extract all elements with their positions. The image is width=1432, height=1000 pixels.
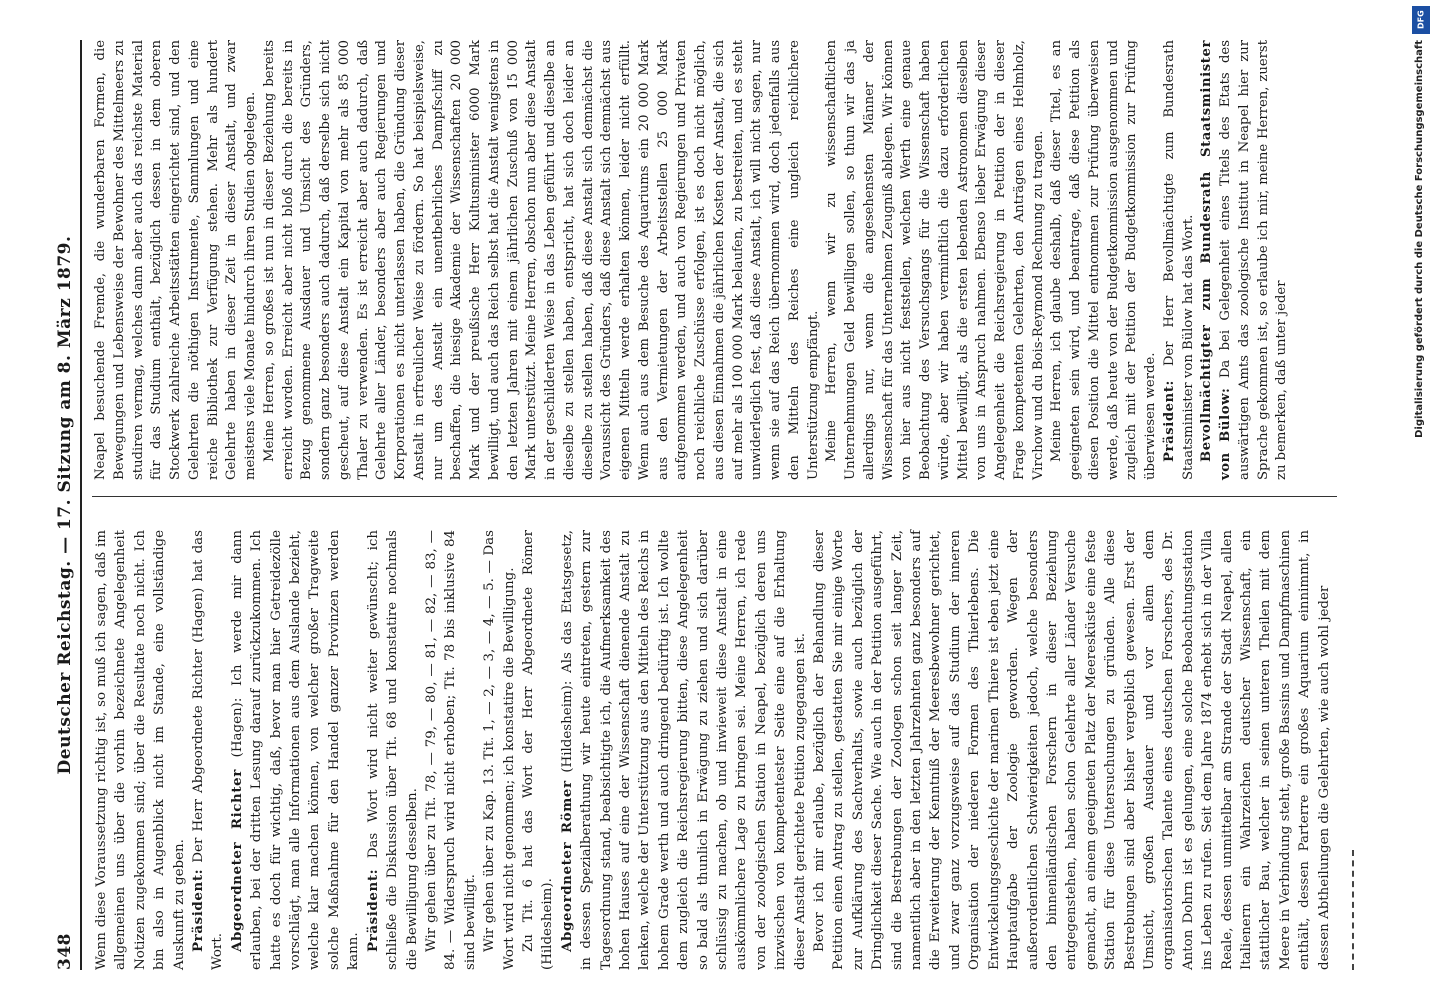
- paragraph: Neapel besuchende Fremde, die wunderbaren Formen, die Bewegungen und Lebensweise der Bewohner des Mittelmeers zu studiren vermag, welches dann aber auch das reichste Material für das Studium enthält, bezüglich dessen in dem oberen Stockwerk zahlreiche Arbeitsstätten eingerichtet sind, und den Gelehrten die nöthigen Instrumente, Sammlungen und eine reiche Bibliothek zur Verfügung stehen. Mehr als hundert Gelehrte haben in dieser Zeit in dieser Anstalt, und zwar meistens viele Monate hindurch ihren Studien obgelegen.: [93, 40, 258, 480]
- paragraph: Meine Herren, wenn wir zu wissenschaftlichen Unternehmungen Geld bewilligen sollen, so thun wir das ja allerdings nur, wenn die angesehensten Männer der Wissenschaft für das Unternehmen Zeugniß ablegen. Wir können von hier aus nicht feststellen, welchen Werth eine genaue Beobachtung des Versuchsgangs für die Wissenschaft haben würde, aber wir haben verminftlich die dazu erforderlichen Mittel bewilligt, als die ersten lebenden Astronomen dieselben von uns in Anspruch nahmen. Ebenso lieber Erwägung dieser Angelegenheit die Reichsregierung in Petition der in dieser Frage kompetenten Gelehrten, den Anträgen eines Helmholz, Virchow und du Bois-Reymond Rechnung zu tragen.: [824, 40, 1046, 480]
- page-title: Deutscher Reichstag. — 17. Sitzung am 8. März 1879.: [55, 235, 75, 775]
- paragraph: Meine Herren, ich glaube deshalb, daß dieser Titel, es an geeigneten sein wird, und beantrage, daß diese Petition als diesen Position die Mittel entnommen zur Prüfung überweisen werde, daß heute von der Budgetkommission ausgenommen und zugleich mit der Petition der Budgetkommission zur Prüfung überwiesen werde.: [1049, 40, 1158, 480]
- paragraph: Meine Herren, so großes ist nun in dieser Beziehung bereits erreicht worden. Erreicht aber nicht bloß durch die bereits in Bezug genommene Ausdauer und Umsicht des Gründers, sondern ganz besonders auch dadurch, daß derselbe sich nicht gescheut, auf diese Anstalt ein Kapital von mehr als 85 000 Thaler zu verwenden. Es ist erreicht aber auch dadurch, daß Gelehrte aller Länder, besonders aber auch Regierungen und Korporationen es nicht unterlassen haben, die Gründung dieser Anstalt in erfreulicher Weise zu fördern. So hat beispielsweise, nur um des Anstalt ein unentbehrliches Dampfschiff zu beschaffen, die hiesige Akademie der Wissenschaften 20 000 Mark und der preußische Herr Kultusminister 6000 Mark bewilligt, und auch das Reich selbst hat die Anstalt wenigstens in den letzten Jahren mit einem jährlichen Zuschuß von 15 000 Mark unterstützt. Meine Herren, obschon nun aber diese Anstalt in der geschilderten Weise in das Leben geführt und dieselbe an dieselbe zu stellen haben, entspricht, hat sich doch leider an dieselbe zu stellen haben, daß diese Anstalt sich demnächst die Voraussicht des Gründers, daß diese Anstalt sich demnächst aus eigenen Mitteln werde erhalten können, leider nicht erfüllt. Wenn auch aus dem Besuche des Aquariums ein 20 000 Mark aus den Vermietungen der Arbeitsstellen 25 000 Mark aufgenommen werden, und auch von Regierungen und Privaten noch reichliche Zuschüsse erfolgen, ist es doch nicht möglich, aus diesen Einnahmen die jährlichen Kosten der Anstalt, die sich auf mehr als 100 000 Mark belaufen, zu bestreiten, und es steht unwiderleglich fest, daß diese Anstalt, ich will nicht sagen, nur wenn sie auf das Reich übernommen wird, doch jedenfalls aus den Mitteln des Reiches eine ungleich reichlichere Unterstützung empfängt.: [261, 40, 821, 480]
- speech-text: (Hildesheim): Als das Etatsgesetz, in dessen Spezialberathung wir heute eintreten, gestern zur Tagesordnung stand, beabsichtigte ich, die Aufmerksamkeit des hohen Hauses auf eine der Wissenschaft dienende Anstalt zu lenken, welche der Unterstützung aus den Mitteln des Reichs in hohem Grade werth und auch dringend bedürftig ist. Ich wollte dem zugleich die Reichsregierung bitten, diese Angelegenheit so bald als thunlich in Erwägung zu ziehen und sich darüber schlüssig zu machen, ob und inwieweit diese Anstalt in eine auskömmlichere Lage zu bringen sei. Meine Herren, ich rede von der zoologischen Station in Neapel, bezüglich deren uns inzwischen von kompetentester Seite eine auf die Erhaltung dieser Anstalt gerichtete Petition zugegangen ist.: [559, 529, 808, 970]
- page-number: 348: [55, 933, 75, 970]
- paragraph: Zu Tit. 6 hat das Wort der Herr Abgeordnete Römer (Hildesheim).: [520, 530, 556, 970]
- speaker-label: Präsident:: [364, 868, 381, 952]
- speaker-label: Bevollmächtigter zum Bundesrath Staatsminister von Bülow:: [1199, 40, 1233, 480]
- speech-text: Da bei Gelegenheit eines Titels des Etats des auswärtigen Amts das zoologische Institut in Neapel hier zur Sprache gekommen ist, so erlaube ich mir, meine Herren, zuerst zu bemerken, daß unter jeder: [1218, 40, 1290, 480]
- speaker-label: Präsident:: [1161, 379, 1177, 462]
- speaker-label: Abgeordneter Römer: [558, 780, 575, 952]
- speaker-label: Abgeordneter Richter: [228, 769, 245, 952]
- paragraph: [1198, 40, 1292, 480]
- digitization-credit: Digitalisierung gefördert durch die Deutsche Forschungsgemeinschaft: [1414, 40, 1425, 438]
- paragraph: [364, 530, 422, 970]
- paragraph: Bevor ich mir erlaube, bezüglich der Behandlung dieser Petition einen Antrag zu stellen, gestatten Sie mir einige Worte zur Aufklärung des Sachverhalts, sowie auch bezüglich der Dringlichkeit dieser Sache. Wie auch in der Petition ausgeführt, sind die Bestrebungen der Zoologen schon seit langer Zeit, namentlich aber in den letzten Jahrzehnten ganz besonders auf die Erweiterung der Kenntniß der Meeresbewohner gerichtet, und zwar ganz vorzugsweise auf das Studium der inneren Organisation der niederen Formen des Thierlebens. Die Entwickelungsgeschichte der marinen Thiere ist eben jetzt eine Hauptaufgabe der Zoologie geworden. Wegen der außerordentlichen Schwierigkeiten jedoch, welche besonders den binnenländischen Forschern in dieser Beziehung entgegenstehen, haben schon Gelehrte aller Länder Versuche gemacht, an einem geeigneten Platz der Meeresküste eine feste Station für diese Untersuchungen zu gründen. Alle diese Bestrebungen sind aber bisher vergeblich gewesen. Erst der Umsicht, großen Ausdauer und vor allem dem organisatorischen Talente eines deutschen Forschers, des Dr. Anton Dohrn ist es gelungen, eine solche Beobachtungsstation ins Leben zu rufen. Seit dem Jahre 1874 erhebt sich in der Villa Reale, dessen unmittelbar am Strande der Stadt Neapel, allen Italienern ein Wahrzeichen deutscher Wissenschaft, ein stattlicher Bau, welcher in seinen unteren Theilen mit dem Meere in Verbindung steht, große Bassins und Dampfmaschinen enthält, dessen Parterre ein großes Aquarium einnimmt, in dessen Abtheilungen die Gelehrten, wie auch wohl jeder: [812, 530, 1332, 970]
- paragraph: Wir gehen über zu Kap. 13. Tit. 1, — 2, — 3, — 4, — 5. — Das Wort wird nicht genommen; ich konstatire die Bewilligung.: [482, 530, 517, 970]
- paragraph: [1161, 40, 1199, 480]
- paragraph: [228, 530, 364, 970]
- speaker-label: Präsident:: [190, 868, 207, 952]
- right-column: [92, 40, 1292, 480]
- speech-text: Der Herr Abgeordnete Richter (Hagen) hat das Wort.: [191, 530, 226, 970]
- speech-text: Das Wort wird nicht weiter gewünscht; ich schließe die Diskussion über Tit. 68 und konstatire nochmals die Bewilligung desselben.: [365, 530, 420, 970]
- header-rule: [80, 40, 82, 970]
- dfg-sidebar: [1412, 6, 1430, 994]
- dfg-logo-icon: DFG: [1412, 6, 1430, 34]
- paragraph: Wenn diese Voraussetzung richtig ist, so muß ich sagen, daß im allgemeinen uns über die vorhin bezeichnete Angelegenheit Notizen zugekommen sind; über die Resultate noch nicht. Ich bin also in Augenblick nicht im Stande, eine vollständige Auskunft zu geben.: [94, 530, 187, 970]
- page-header: [55, 40, 79, 970]
- left-column: [92, 530, 1334, 970]
- page-bottom-mark: [1352, 850, 1354, 970]
- paragraph: [558, 530, 810, 970]
- speech-text: Der Herr Bevollmächtigte zum Bundesrath Staatsminister von Bülow hat das Wort.: [1161, 40, 1196, 480]
- speech-text: (Hagen): Ich werde mir dann erlauben, bei der dritten Lesung darauf zurückzukommen. Ich hatte es doch für wichtig, daß, bevor man hier Getreidezölle vorschlägt, man alle Informationen aus dem Auslande bezieht, welche klar machen können, von welcher großer Tragweite solche Maßnahme für den Handel ganzer Provinzen werden kann.: [229, 530, 362, 970]
- paragraph: [189, 530, 228, 970]
- column-divider: [92, 496, 1337, 497]
- paragraph: Wir gehen über zu Tit. 78, — 79, — 80, — 81, — 82, — 83, — 84. — Widerspruch wird nicht erhoben; Tit. 78 bis inklusive 84 sind bewilligt.: [423, 530, 478, 970]
